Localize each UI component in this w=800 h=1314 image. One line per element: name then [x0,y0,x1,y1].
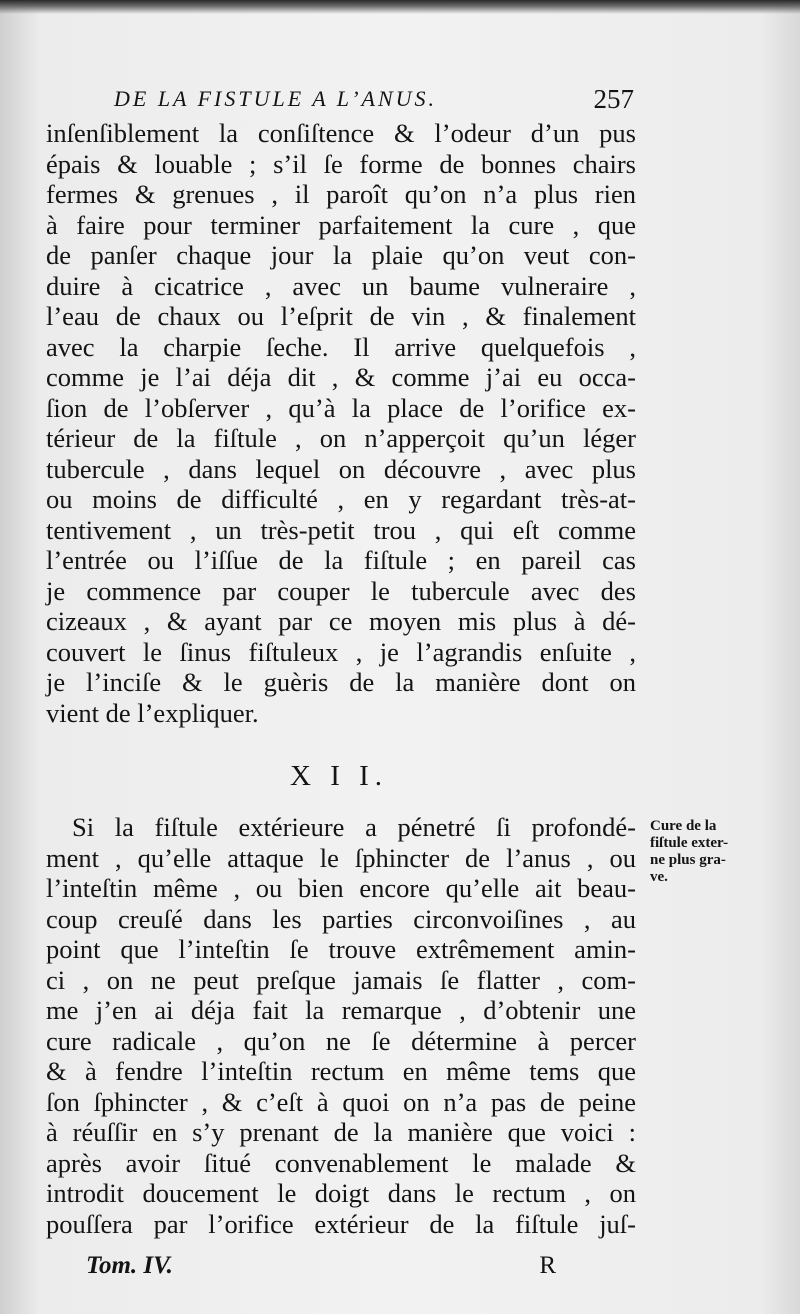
text-line: coup creuſé dans les parties circonvoiſines , au [46,903,636,934]
signature-mark: R [539,1252,556,1279]
text-line: avec la charpie ſeche. Il arrive quelquefois , [46,331,636,362]
text-line: vient de l’expliquer. [46,697,259,728]
text-line: me j’en ai déja fait la remarque , d’obtenir une [46,995,636,1025]
volume-label: Tom. IV. [86,1252,173,1279]
text-line: introdit doucement le doigt dans le rectum , on [46,1178,636,1208]
text-line: inſenſiblement la conſiſtence & l’odeur d’un pus [46,118,636,148]
text-line: l’inteſtin même , ou bien encore qu’elle ait beau- [46,873,636,903]
text-line: point que l’inteſtin ſe trouve extrêmement amin- [46,934,636,964]
text-line: l’eau de chaux ou l’eſprit de vin , & finalement [46,301,636,331]
text-line: l’entrée ou l’iſſue de la fiſtule ; en pareil cas [46,545,636,575]
margin-note-line: ve. [650,869,668,885]
text-line: Si la fiſtule extérieure a pénetré ſi profondé- [72,812,636,842]
page-footer [86,1252,556,1286]
margin-note-line: fiſtule exter- [650,835,729,851]
text-line: ou moins de difficulté , en y regardant très-at- [46,484,636,514]
margin-note [650,818,790,886]
paragraph-continued [46,118,636,728]
margin-note-line: ne plus gra- [650,852,726,868]
text-line: couvert le ſinus fiſtuleux , je l’agrandis enſuite , [46,636,636,667]
text-line: cizeaux , & ayant par ce moyen mis plus à dé- [46,606,636,636]
paragraph-section-xii [46,812,636,1239]
text-line: térieur de la fiſtule , on n’apperçoit qu’un léger [46,423,636,453]
page-header [114,86,634,120]
running-title: DE LA FISTULE A L’ANUS. [114,86,438,111]
margin-note-line: Cure de la [650,818,717,834]
text-line: épais & louable ; s’il ſe forme de bonnes chairs [46,148,636,179]
text-line: ſion de l’obſerver , qu’à la place de l’orifice ex- [46,392,636,423]
section-number: X I I. [290,760,389,792]
text-line: à réuſſir en s’y prenant de la manière que voici : [46,1117,636,1147]
text-line: après avoir ſitué convenablement le malade & [46,1147,636,1178]
text-line: comme je l’ai déja dit , & comme j’ai eu occa- [46,362,636,392]
text-line: à faire pour terminer parfaitement la cure , que [46,209,636,240]
text-line: je commence par couper le tubercule avec des [46,575,636,606]
page-number: 257 [593,84,634,114]
text-line: cure radicale , qu’on ne ſe détermine à percer [46,1025,636,1056]
text-line: tentivement , un très-petit trou , qui eſt comme [46,514,636,545]
text-line: fermes & grenues , il paroît qu’on n’a plus rien [46,179,636,209]
page-top-edge [0,0,800,14]
text-line: tubercule , dans lequel on découvre , avec plus [46,453,636,484]
text-line: ment , qu’elle attaque le ſphincter de l’anus , ou [46,842,636,873]
text-line: je l’inciſe & le guèris de la manière dont on [46,667,636,697]
text-line: pouſſera par l’orifice extérieur de la fiſtule juſ- [46,1208,636,1239]
text-line: ſon ſphincter , & c’eſt à quoi on n’a pas de peine [46,1086,636,1117]
text-line: de panſer chaque jour la plaie qu’on veut con- [46,240,636,270]
text-line: duire à cicatrice , avec un baume vulneraire , [46,270,636,301]
text-line: & à fendre l’inteſtin rectum en même tems que [46,1056,636,1086]
text-line: ci , on ne peut preſque jamais ſe flatter , com- [46,964,636,995]
